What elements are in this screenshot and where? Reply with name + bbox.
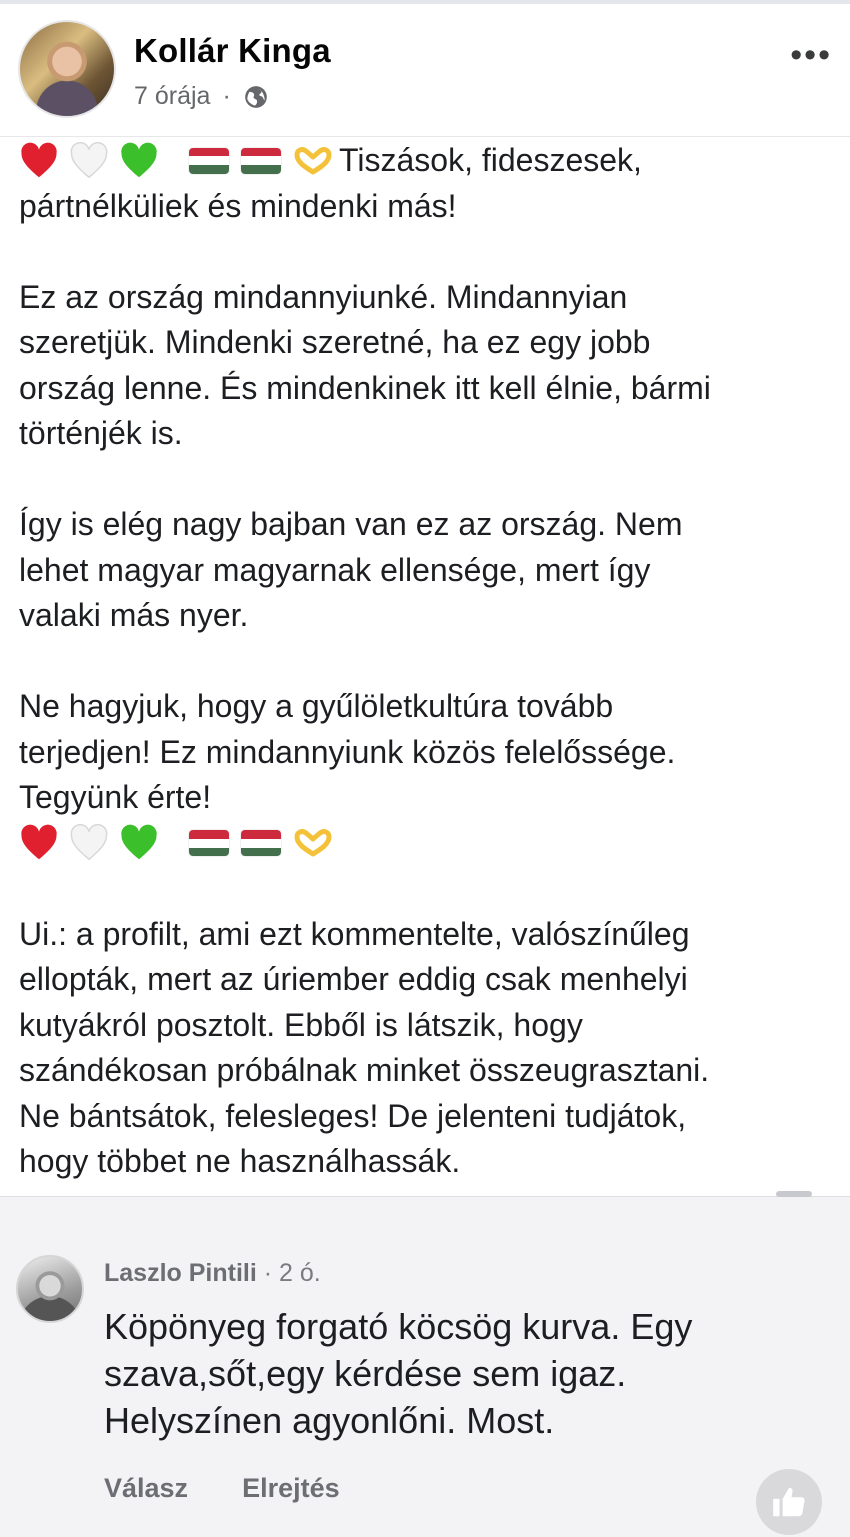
green-heart-icon <box>119 823 159 863</box>
comment-line: szava,sőt,egy kérdése sem igaz. <box>104 1353 627 1394</box>
author-name[interactable]: Kollár Kinga <box>134 32 331 69</box>
more-options-icon[interactable]: ••• <box>790 36 832 74</box>
green-heart-icon <box>119 141 159 181</box>
post-line: valaki más nyer. <box>19 597 249 633</box>
comment-timestamp: · 2 ó. <box>263 1259 321 1287</box>
post-line: Ne bántsátok, felesleges! De jelenteni tudjátok, <box>19 1097 687 1134</box>
hungary-flag-icon <box>189 830 229 856</box>
post-line: lehet magyar magyarnak ellensége, mert így <box>19 551 651 588</box>
post-line: Ez az ország mindannyiunké. Mindannyian <box>19 278 628 315</box>
white-heart-icon <box>69 823 109 863</box>
red-heart-icon <box>19 141 59 181</box>
post-line: Tegyünk érte! <box>19 779 212 815</box>
post-line: hogy többet ne használhassák. <box>19 1143 461 1179</box>
post-line: terjedjen! Ez mindannyiunk közös felelőssége. <box>19 733 676 770</box>
red-heart-icon <box>19 823 59 863</box>
meta-separator: · <box>222 82 231 110</box>
scroll-indicator <box>776 1191 812 1197</box>
post-body <box>19 138 831 1185</box>
post-line: szándékosan próbálnak minket összeugrasztani. <box>19 1052 710 1088</box>
commenter-avatar[interactable] <box>16 1255 84 1323</box>
post-timestamp[interactable]: 7 órája <box>134 82 211 110</box>
post-first-line <box>19 138 831 184</box>
comment-line: Köpönyeg forgató köcsög kurva. Egy <box>104 1306 693 1347</box>
comment-line: Helyszínen agyonlőni. Most. <box>104 1400 555 1441</box>
commenter-name[interactable]: Laszlo Pintili <box>104 1259 257 1287</box>
post-header <box>0 4 850 137</box>
post-line: Ui.: a profilt, ami ezt kommentelte, valószínűleg <box>19 915 690 952</box>
reply-button[interactable]: Válasz <box>104 1473 189 1503</box>
post-line: ország lenne. És mindenkinek itt kell élnie, bármi <box>19 369 711 406</box>
comment-text <box>104 1303 804 1444</box>
post-line: pártnélküliek és mindenki más! <box>19 187 457 224</box>
post-line: Ne hagyjuk, hogy a gyűlöletkultúra tovább <box>19 688 614 724</box>
post-line: szeretjük. Mindenki szeretné, ha ez egy jobb <box>19 324 651 360</box>
hungary-flag-icon <box>189 148 229 174</box>
hungary-flag-icon <box>241 830 281 856</box>
post-meta <box>134 82 269 111</box>
comment-section <box>0 1196 850 1537</box>
post-line: történjék is. <box>19 415 183 451</box>
hungary-flag-icon <box>241 148 281 174</box>
heart-hands-icon <box>293 145 333 177</box>
thumbs-up-glyph <box>770 1483 808 1521</box>
comment-actions <box>104 1473 340 1504</box>
author-avatar[interactable] <box>18 20 116 118</box>
globe-icon[interactable] <box>243 84 269 110</box>
white-heart-icon <box>69 141 109 181</box>
hide-button[interactable]: Elrejtés <box>242 1473 340 1503</box>
post-line: kutyákról posztolt. Ebből is látszik, hogy <box>19 1006 583 1043</box>
post-line: Így is elég nagy bajban van ez az ország. Nem <box>19 506 683 542</box>
heart-hands-icon <box>293 827 333 859</box>
emoji-line <box>19 821 831 867</box>
post-line: ellopták, mert az úriember eddig csak menhelyi <box>19 961 688 997</box>
post-line: Tiszások, fideszesek, <box>339 142 642 178</box>
commenter-header <box>104 1259 321 1288</box>
thumbs-up-icon[interactable] <box>756 1469 822 1535</box>
